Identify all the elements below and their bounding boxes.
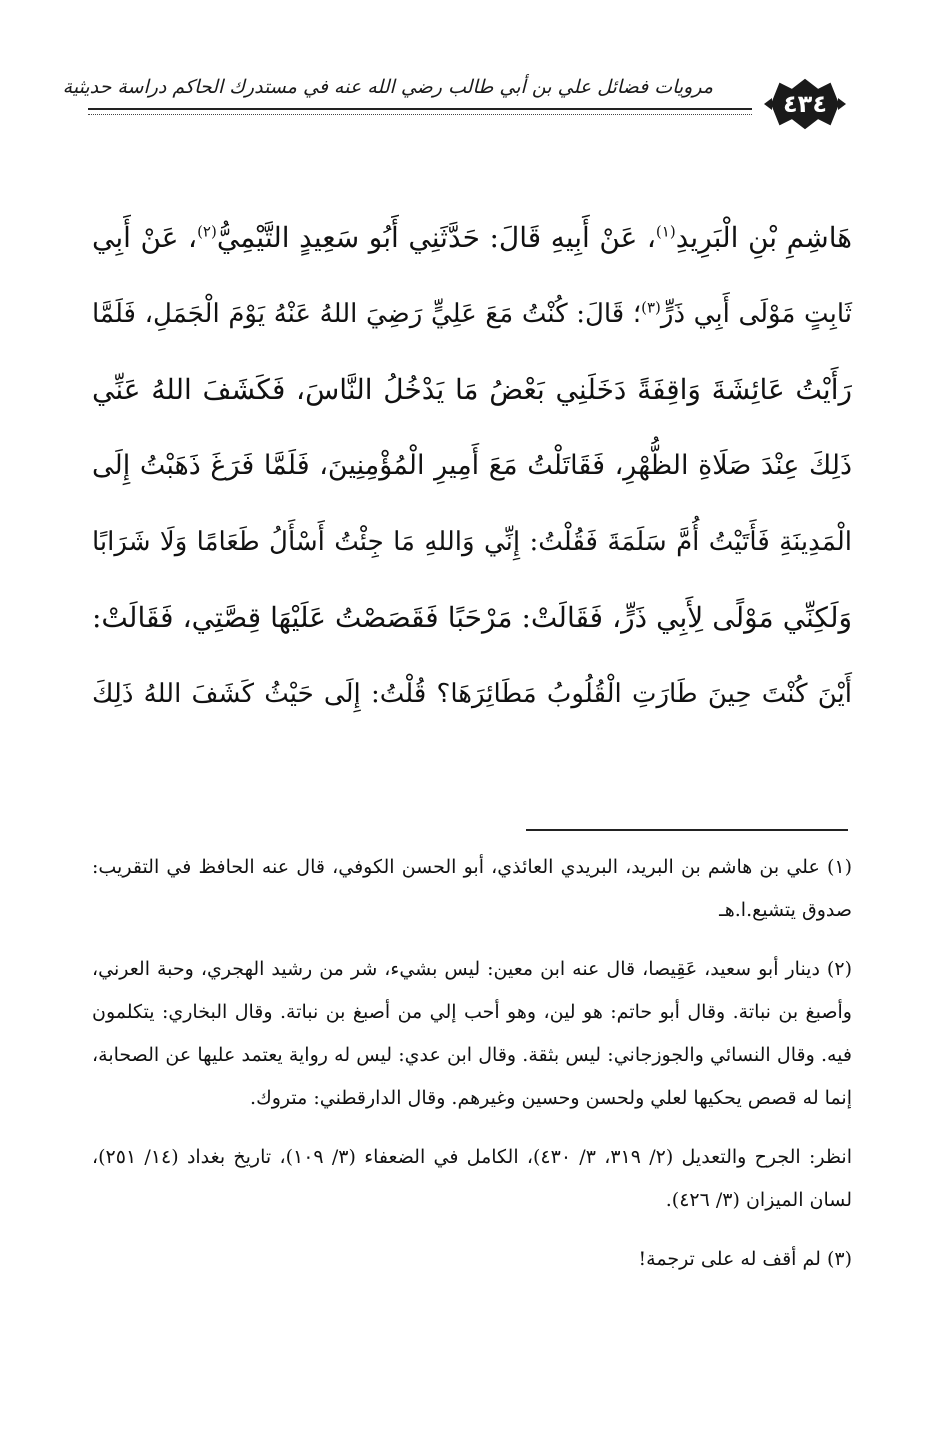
text-line-5: الْمَدِينَةِ فَأَتَيْتُ أُمَّ سَلَمَةَ فَقُلْتُ: إِنِّي وَاللهِ مَا جِئْتُ أَسْأَلُ طَعَامًا وَلَا شَرَابًا [92, 527, 852, 557]
header-dotted-rule [88, 114, 752, 115]
main-text [92, 200, 852, 732]
running-title: مرويات فضائل علي بن أبي طالب رضي الله عنه في مستدرك الحاكم دراسة حديثية [62, 76, 713, 98]
page-number-badge [762, 76, 848, 132]
page-number: ٤٣٤ [783, 90, 827, 118]
footnote-1: (١) علي بن هاشم بن البريد، البريدي العائذي، أبو الحسن الكوفي، قال عنه الحافظ في التقريب: صدوق يتشيع.ا.هـ [92, 856, 852, 921]
footnote-3: (٣) لم أقف له على ترجمة! [638, 1248, 852, 1270]
footnote-2-sources: انظر: الجرح والتعديل (٢/ ٣١٩، ٣/ ٤٣٠)، الكامل في الضعفاء (٣/ ١٠٩)، تاريخ بغداد (١٤/ ٢٥١)، لسان الميزان (٣/ ٤٢٦). [92, 1146, 852, 1211]
text-line-3: رَأَيْتُ عَائِشَةَ وَاقِفَةً دَخَلَنِي بَعْضُ مَا يَدْخُلُ النَّاسَ، فَكَشَفَ اللهُ عَنِّي [92, 373, 852, 406]
page-header [62, 62, 848, 132]
footnote-separator [526, 829, 848, 831]
footnotes [92, 846, 852, 1295]
text-line-7: أَيْنَ كُنْتَ حِينَ طَارَتِ الْقُلُوبُ مَطَائِرَهَا؟ قُلْتُ: إِلَى حَيْثُ كَشَفَ اللهُ ذَلِكَ [92, 679, 852, 709]
text-line-6: وَلَكِنِّي مَوْلًى لِأَبِي ذَرٍّ، فَقَالَتْ: مَرْحَبًا فَقَصَصْتُ عَلَيْهَا قِصَّتِي، فَقَالَتْ: [92, 601, 852, 634]
footnote-ref-1[interactable]: (١) [655, 222, 676, 241]
text-line-2: ثَابِتٍ مَوْلَى أَبِي ذَرٍّ$^{(٣)}$؛ قَالَ: كُنْتُ مَعَ عَلِيٍّ رَضِيَ اللهُ عَنْهُ يَوْمَ الْجَمَلِ، فَلَمَّا [92, 298, 852, 329]
text-line-4: ذَلِكَ عِنْدَ صَلَاةِ الظُّهْرِ، فَقَاتَلْتُ مَعَ أَمِيرِ الْمُؤْمِنِينَ، فَلَمَّا فَرَغَ ذَهَبْتُ إِلَى [92, 450, 852, 481]
footnote-2: (٢) دينار أبو سعيد، عَقِيصا، قال عنه ابن معين: ليس بشيء، شر من رشيد الهجري، وحبة العرني، وأصبغ بن نباتة. وقال أبو حاتم: هو لين، وهو أحب إلي من أصبغ بن نباتة. وقال البخاري: يتكلمون فيه. وقال النسائي والجوزجاني: ليس بثقة. وقال ابن عدي: ليس له رواية يعتمد عليها عن الصحابة، إنما له قصص يحكيها لعلي ولحسن وحسين وغيرهم. وقال الدارقطني: متروك. [92, 958, 852, 1109]
text-line-1: هَاشِمِ بْنِ الْبَرِيدِ$^{(١)}$، عَنْ أَبِيهِ قَالَ: حَدَّثَنِي أَبُو سَعِيدٍ التَّيْمِيُّ$^{(٢)}$، عَنْ أَبِي [92, 221, 852, 254]
header-rule [88, 108, 752, 110]
footnote-ref-3[interactable]: (٣) [641, 298, 661, 317]
footnote-ref-2[interactable]: (٢) [197, 222, 217, 241]
